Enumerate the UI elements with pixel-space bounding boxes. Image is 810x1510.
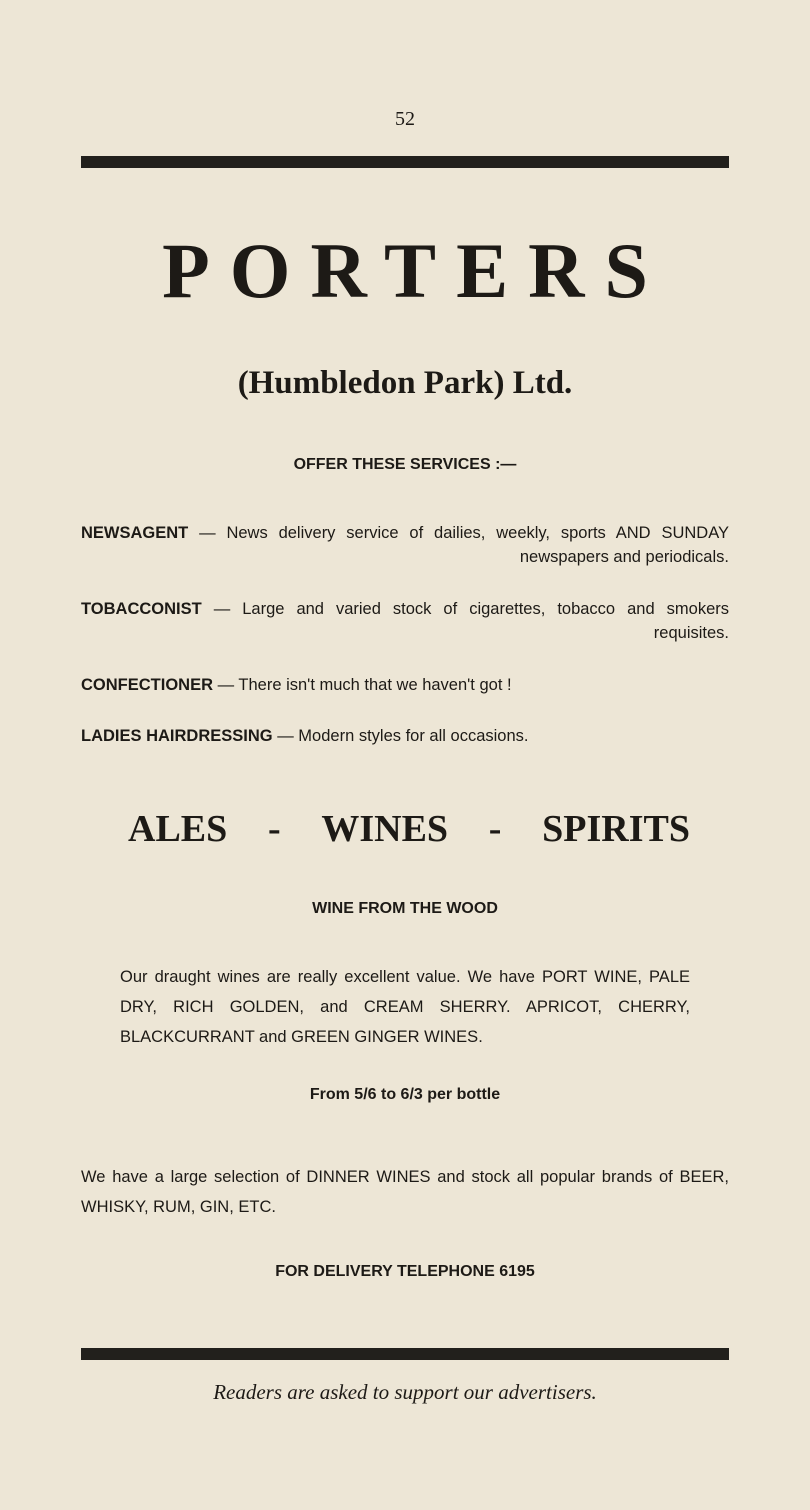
- service-confectioner: [81, 673, 729, 697]
- heading-separator: -: [267, 808, 281, 850]
- top-rule: [81, 156, 729, 168]
- ales-wines-spirits-heading: [128, 807, 690, 851]
- services-intro: OFFER THESE SERVICES :—: [293, 456, 517, 473]
- price-line: From 5/6 to 6/3 per bottle: [309, 1086, 501, 1103]
- delivery-telephone: FOR DELIVERY TELEPHONE 6195: [275, 1263, 535, 1280]
- service-dash: —: [199, 524, 216, 542]
- page-number: 52: [395, 108, 415, 130]
- service-tobacconist: [81, 597, 729, 645]
- service-name: TOBACCONIST: [81, 600, 202, 618]
- service-name: CONFECTIONER: [81, 676, 213, 694]
- service-dash: —: [217, 676, 235, 694]
- selection-paragraph: We have a large selection of DINNER WINES and stock all popular brands of BEER, WHISKY, RUM, GIN, ETC.: [81, 1168, 729, 1216]
- heading-wines: WINES: [321, 808, 449, 850]
- draught-wines-paragraph: Our draught wines are really excellent value. We have PORT WINE, PALE DRY, RICH GOLDEN, and CREAM SHERRY. APRICOT, CHERRY, BLACKCURRANT and GREEN GINGER WINES.: [120, 968, 690, 1046]
- service-name: NEWSAGENT: [81, 524, 189, 542]
- service-newsagent: [81, 521, 729, 569]
- service-description-cont: smokers requisites.: [653, 600, 729, 642]
- bottom-rule: [81, 1348, 729, 1360]
- heading-spirits: SPIRITS: [542, 808, 690, 850]
- service-dash: —: [213, 600, 231, 618]
- wine-from-wood-heading: WINE FROM THE WOOD: [312, 900, 498, 917]
- heading-ales: ALES: [128, 808, 228, 850]
- service-name: LADIES HAIRDRESSING: [81, 727, 273, 745]
- service-description: Modern styles for all occasions.: [298, 727, 529, 745]
- service-description: News delivery service of dailies, weekly, sports: [226, 524, 606, 542]
- brand-subtitle: (Humbledon Park) Ltd.: [237, 365, 573, 401]
- footer-note: Readers are asked to support our advertisers.: [213, 1380, 597, 1404]
- service-description: There isn't much that we haven't got !: [238, 676, 512, 694]
- service-ladies-hairdressing: [81, 724, 729, 748]
- service-dash: —: [277, 727, 294, 745]
- service-description: Large and varied stock of cigarettes, tobacco and: [242, 600, 655, 618]
- brand-title: PORTERS: [162, 227, 668, 314]
- service-description-cont: AND SUNDAY newspapers and periodicals.: [519, 524, 729, 566]
- heading-separator: -: [488, 808, 502, 850]
